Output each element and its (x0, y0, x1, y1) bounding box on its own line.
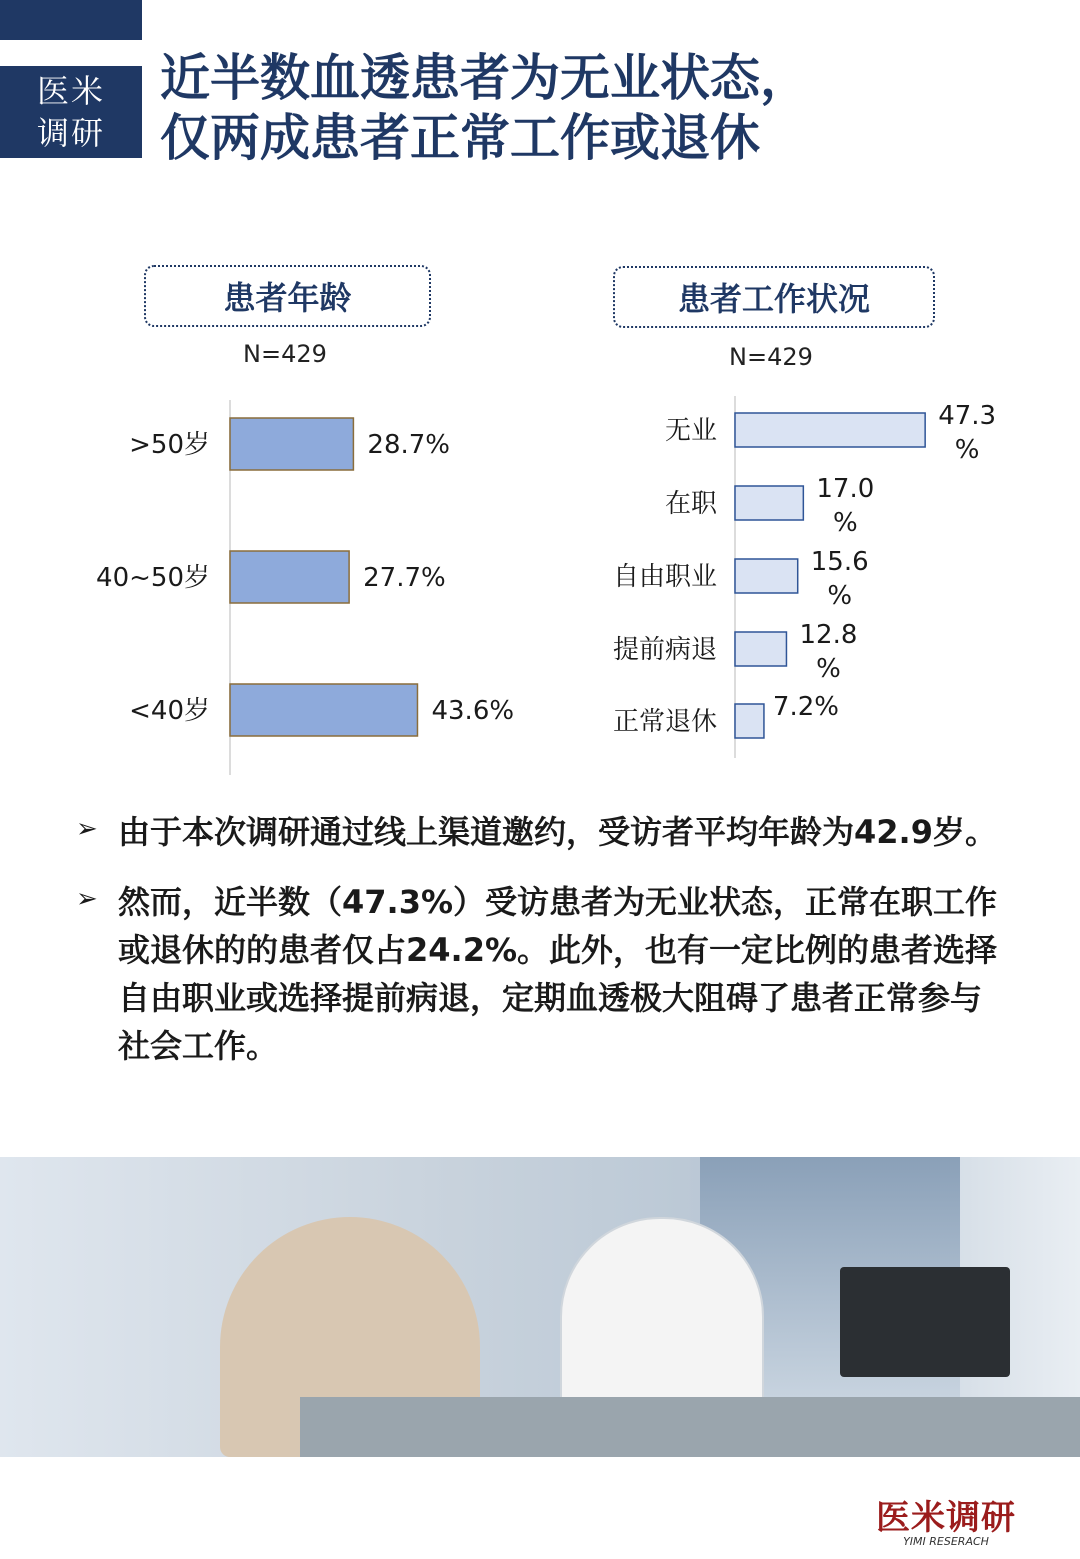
work-value-label: 15.6 (810, 547, 869, 577)
work-chart-header: 患者工作状况 (613, 266, 935, 328)
photo-monitor (840, 1267, 1010, 1377)
work-category-label: 正常退休 (612, 707, 717, 737)
work-category-label: 提前病退 (612, 635, 717, 665)
work-value-label: 47.3 (938, 401, 997, 431)
age-chart-header: 患者年龄 (144, 265, 431, 327)
brand-line-2: 调研 (36, 114, 105, 152)
bullet-text-2: 然而，近半数（47.3%）受访患者为无业状态，正常在职工作或退休的的患者仅占24.2%。此外，也有一定比例的患者选择自由职业或选择提前病退，定期血透极大阻碍了患者正常参与社会工作。 (118, 883, 998, 1065)
title-line-1: 近半数血透患者为无业状态， (160, 49, 810, 107)
work-bar (735, 413, 925, 447)
work-category-label: 无业 (664, 416, 717, 446)
work-value-unit: % (832, 508, 858, 538)
work-bar (735, 486, 803, 520)
work-bar (735, 632, 786, 666)
age-category-label: 40~50岁 (96, 563, 210, 593)
age-chart-n-label: N=429 (243, 340, 327, 368)
footer-logo (876, 1490, 1016, 1548)
bullet-arrow-icon: ➢ (76, 884, 98, 914)
work-category-label: 在职 (664, 489, 717, 519)
age-value-label: 28.7% (367, 430, 451, 460)
age-category-label: >50岁 (129, 430, 210, 460)
bullet-list (76, 808, 1006, 1092)
work-value-unit: % (954, 435, 980, 465)
bullet-text-1: 由于本次调研通过线上渠道邀约，受访者平均年龄为42.9岁。 (118, 813, 997, 851)
consultation-photo (0, 1157, 1080, 1457)
work-value-label: 17.0 (816, 474, 875, 504)
work-bar (735, 704, 764, 738)
work-chart-n-label: N=429 (729, 343, 813, 371)
age-bar (230, 684, 417, 736)
brand-line-1: 医米 (36, 72, 105, 110)
bullet-item-2 (76, 878, 1006, 1070)
footer-logo-en: YIMI RESERACH (903, 1535, 989, 1548)
footer-logo-cn: 医米调研 (876, 1498, 1016, 1538)
work-value-label: 12.8 (799, 620, 858, 650)
photo-desk (300, 1397, 1080, 1457)
age-bar (230, 418, 353, 470)
age-value-label: 43.6% (431, 696, 515, 726)
title-line-2: 仅两成患者正常工作或退休 (160, 109, 760, 167)
age-bar (230, 551, 349, 603)
bullet-item-1 (76, 808, 1006, 856)
work-value-unit: % (827, 581, 853, 611)
bullet-arrow-icon: ➢ (76, 814, 98, 844)
age-category-label: <40岁 (129, 696, 210, 726)
work-category-label: 自由职业 (612, 562, 717, 592)
age-value-label: 27.7% (363, 563, 446, 593)
work-value-unit: % (816, 654, 841, 684)
work-bar (735, 559, 798, 593)
work-value-label: 7.2% (772, 692, 839, 722)
